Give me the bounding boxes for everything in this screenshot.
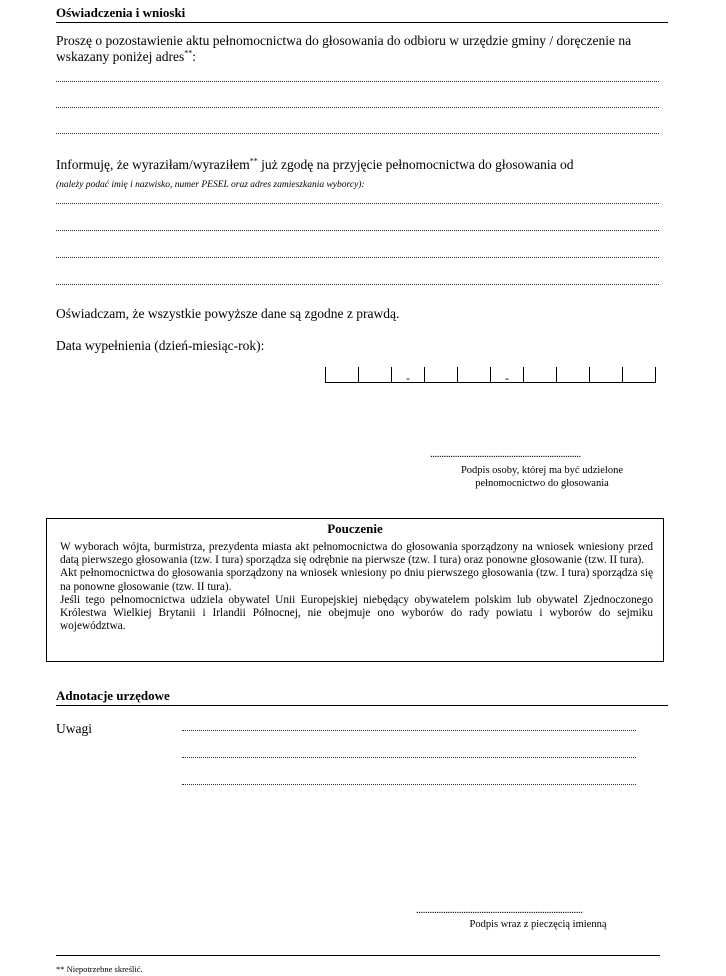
footnote: ** Niepotrzebne skreślić. (56, 964, 143, 974)
request-footnote-mark: ** (184, 48, 193, 58)
notice-paragraph-1: W wyborach wójta, burmistrza, prezydenta miasta akt pełnomocnictwa do głosowania sporządzony na wniosek wniesiony przed datą pierwszego głosowania (tzw. I tura) sporządza się odrębnie na pierwsze (tzw. I tura) oraz ponowne głosowanie (tzw. II tura). (60, 541, 653, 567)
request-paragraph (56, 33, 666, 65)
official-signature-line[interactable]: .......................................................................... (416, 904, 583, 916)
date-month-digit-1[interactable] (425, 367, 458, 383)
notice-paragraph-3: Jeśli tego pełnomocnictwa udziela obywatel Unii Europejskiej niebędący obywatelem polskim lub obywatel Zjednoczonego Królestwa Wielkiej Brytanii i Irlandii Północnej, nie obejmuje ono wyborów do rady powiatu i wyborów do sejmiku województwa. (60, 593, 653, 633)
remarks-line-2[interactable] (182, 757, 636, 758)
footnote-divider (56, 955, 660, 956)
address-line-1[interactable] (56, 81, 659, 82)
date-separator-1: - (392, 367, 425, 383)
consent-footnote-mark: ** (249, 156, 258, 166)
voter-data-line-2[interactable] (56, 230, 659, 231)
date-year-digit-1[interactable] (524, 367, 557, 383)
notice-paragraph-2: Akt pełnomocnictwa do głosowania sporządzony na wniosek wniesiony po dniu pierwszego głosowania (tzw. I tura) sporządza się na ponowne głosowanie (tzw. II tura). (60, 567, 653, 593)
date-month-digit-2[interactable] (458, 367, 491, 383)
address-line-2[interactable] (56, 107, 659, 108)
date-year-digit-4[interactable] (623, 367, 656, 383)
voter-data-line-3[interactable] (56, 257, 659, 258)
signature-line-proxy[interactable]: ................................................................... (430, 448, 581, 460)
date-day-digit-2[interactable] (359, 367, 392, 383)
date-label: Data wypełnienia (dzień-miesiąc-rok): (56, 338, 265, 353)
date-day-digit-1[interactable] (326, 367, 359, 383)
consent-paragraph (56, 157, 666, 173)
date-year-digit-2[interactable] (557, 367, 590, 383)
voter-data-line-1[interactable] (56, 203, 659, 204)
consent-text-a: Informuję, że wyraziłam/wyraziłem (56, 157, 250, 172)
date-year-digit-3[interactable] (590, 367, 623, 383)
remarks-label: Uwagi (56, 721, 92, 736)
consent-hint: (należy podać imię i nazwisko, numer PESEL oraz adres zamieszkania wyborcy): (56, 180, 365, 190)
notice-body (47, 537, 663, 633)
section-title-statements: Oświadczenia i wnioski (56, 6, 668, 23)
remarks-line-3[interactable] (182, 784, 636, 785)
consent-text-b: już zgodę na przyjęcie pełnomocnictwa do głosowania od (257, 157, 574, 172)
signature-caption-proxy: Podpis osoby, której ma być udzielone pełnomocnictwo do głosowania (460, 465, 624, 489)
date-separator-2: - (491, 367, 524, 383)
address-line-3[interactable] (56, 133, 659, 134)
date-input-boxes[interactable] (325, 367, 656, 383)
request-text-end: : (192, 49, 196, 64)
official-signature-caption: Podpis wraz z pieczęcią imienną (469, 919, 607, 930)
declaration-text: Oświadczam, że wszystkie powyższe dane są zgodne z prawdą. (56, 306, 400, 321)
voter-data-line-4[interactable] (56, 284, 659, 285)
section-title-official-notes: Adnotacje urzędowe (56, 689, 668, 706)
notice-box (46, 518, 664, 662)
notice-title: Pouczenie (327, 521, 383, 536)
remarks-line-1[interactable] (182, 730, 636, 731)
request-text: Proszę o pozostawienie aktu pełnomocnictwa do głosowania do odbioru w urzędzie gminy / doręczenie na wskazany poniżej adres (56, 33, 632, 64)
